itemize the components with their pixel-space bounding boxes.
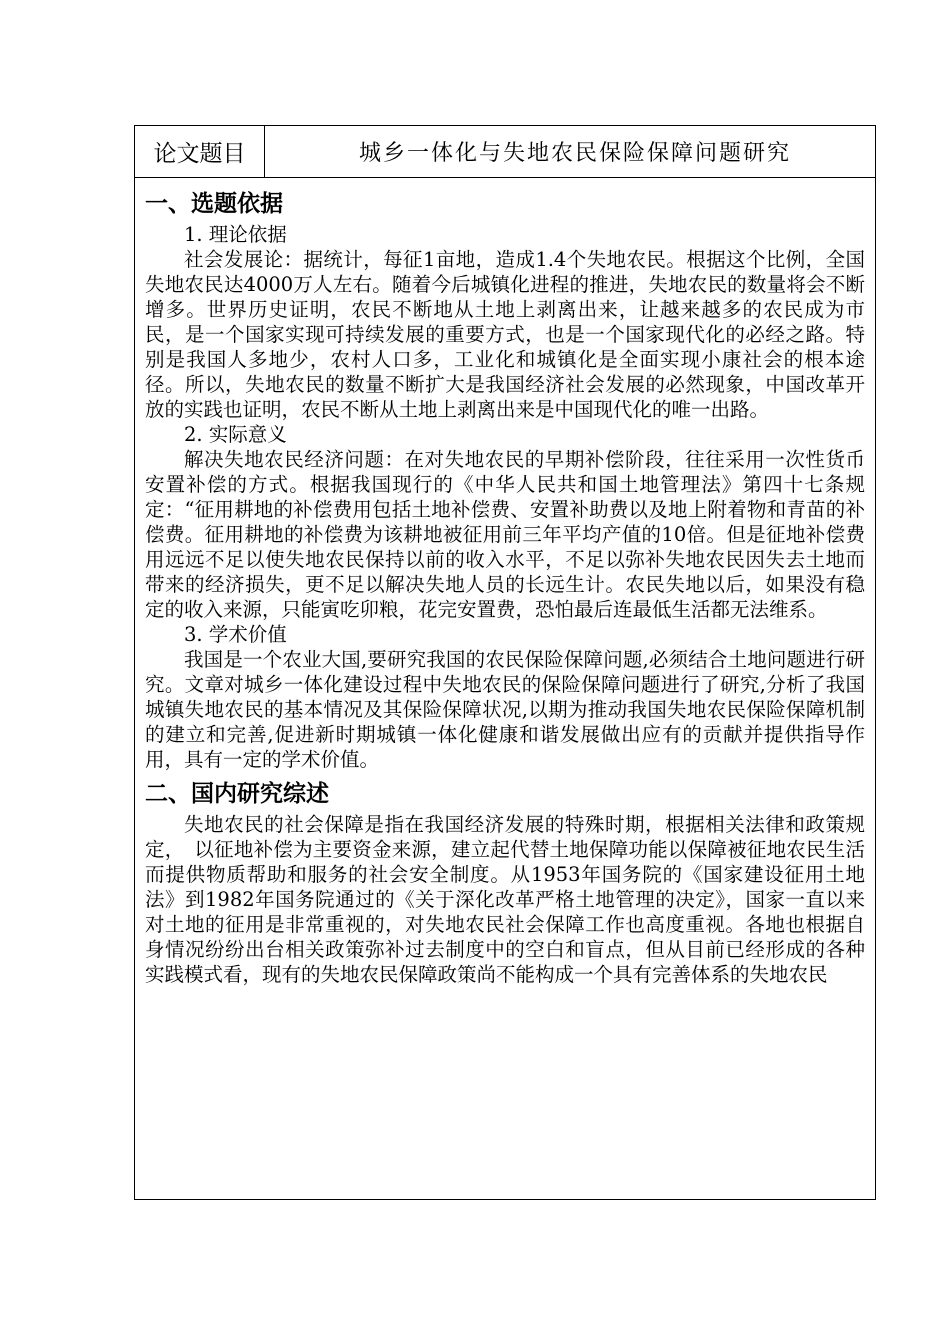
document-table bbox=[134, 125, 876, 1200]
section-heading-basis: 一、选题依据 bbox=[145, 191, 283, 217]
section-heading-review: 二、国内研究综述 bbox=[145, 781, 329, 807]
subheading-theory: 1. 理论依据 bbox=[184, 223, 287, 246]
thesis-title: 城乡一体化与失地农民保险保障问题研究 bbox=[358, 141, 791, 166]
title-row bbox=[135, 126, 875, 178]
paragraph-practical: 解决失地农民经济问题：在对失地农民的早期补偿阶段，往往采用一次性货币安置补偿的方式。根据我国现行的《中华人民共和国土地管理法》第四十七条规定：“征用耕地的补偿费用包括土地补偿费、安置补助费以及地上附着物和青苗的补偿费。征用耕地的补偿费为该耕地被征用前三年平均产值的10倍。但是征地补偿费用远远不足以使失地农民保持以前的收入水平，不足以弥补失地农民因失去土地而带来的经济损失，更不足以解决失地人员的长远生计。农民失地以后，如果没有稳定的收入来源，只能寅吃卯粮，花完安置费，恐怕最后连最低生活都无法维系。 bbox=[145, 448, 865, 621]
content-cell bbox=[135, 178, 875, 987]
paragraph-theory: 社会发展论：据统计，每征1亩地，造成1.4个失地农民。根据这个比例，全国失地农民达4000万人左右。随着今后城镇化进程的推进，失地农民的数量将会不断增多。世界历史证明，农民不断地从土地上剥离出来，让越来越多的农民成为市民，是一个国家实现可持续发展的重要方式，也是一个国家现代化的必经之路。特别是我国人多地少，农村人口多，工业化和城镇化是全面实现小康社会的根本途径。所以，失地农民的数量不断扩大是我国经济社会发展的必然现象，中国改革开放的实践也证明，农民不断从土地上剥离出来是中国现代化的唯一出路。 bbox=[145, 248, 865, 421]
subheading-practical: 2. 实际意义 bbox=[184, 423, 287, 446]
title-label: 论文题目 bbox=[135, 126, 265, 177]
subheading-academic: 3. 学术价值 bbox=[184, 623, 287, 646]
paragraph-review: 失地农民的社会保障是指在我国经济发展的特殊时期，根据相关法律和政策规定， 以征地补偿为主要资金来源，建立起代替土地保障功能以保障被征地农民生活而提供物质帮助和服务的社会安全制度。从1953年国务院的《国家建设征用土地法》到1982年国务院通过的《关于深化改革严格土地管理的决定》，国家一直以来对土地的征用是非常重视的，对失地农民社会保障工作也高度重视。各地也根据自身情况纷纷出台相关政策弥补过去制度中的空白和盲点，但从目前已经形成的各种实践模式看，现有的失地农民保障政策尚不能构成一个具有完善体系的失地农民 bbox=[145, 813, 865, 986]
paragraph-academic: 我国是一个农业大国,要研究我国的农民保险保障问题,必须结合土地问题进行研究。文章对城乡一体化建设过程中失地农民的保险保障问题进行了研究,分析了我国城镇失地农民的基本情况及其保险保障状况,以期为推动我国失地农民保险保障机制的建立和完善,促进新时期城镇一体化健康和谐发展做出应有的贡献并提供指导作用，具有一定的学术价值。 bbox=[145, 648, 865, 771]
